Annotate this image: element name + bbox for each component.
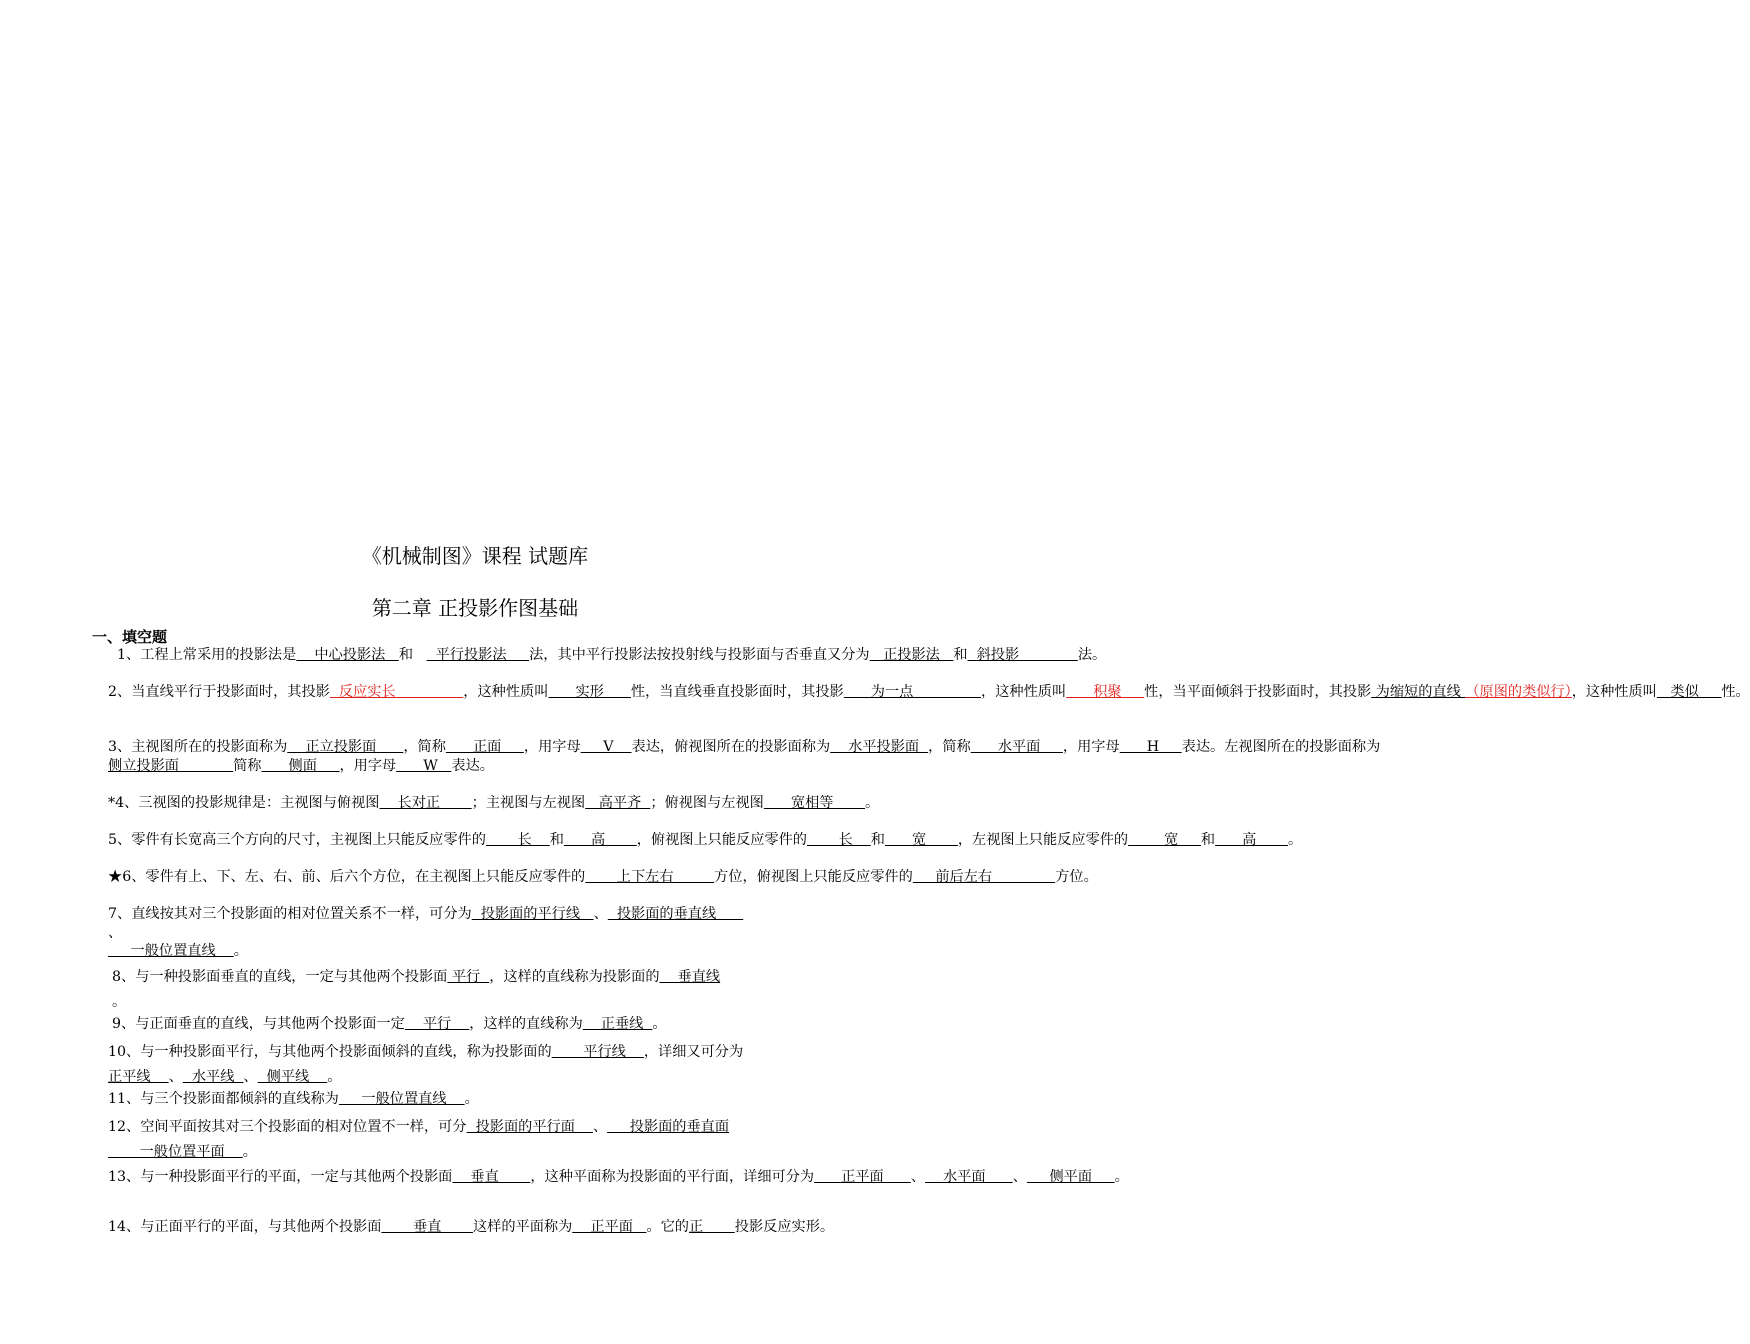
- question-q3: [108, 738, 1381, 775]
- answer-blank: 正垂线: [582, 1016, 653, 1032]
- answer-blank: 正投影法: [869, 647, 954, 663]
- question-text: 、: [592, 1119, 608, 1135]
- question-q2: [108, 683, 1750, 702]
- question-text: 。: [652, 1016, 667, 1032]
- question-text: 方位，俯视图上只能反应零件的: [714, 869, 913, 885]
- question-text: 法，其中平行投影法按投射线与投影面与否垂直又分为: [529, 647, 870, 663]
- question-q4: [108, 794, 880, 813]
- answer-blank: 前后左右: [912, 869, 1056, 885]
- answer-blank: 宽: [885, 832, 958, 848]
- question-text: 和: [953, 647, 968, 663]
- question-q12: [108, 1115, 843, 1165]
- answer-blank: 正: [689, 1219, 735, 1235]
- question-text: 性，当平面倾斜于投影面时，其投影: [1144, 684, 1372, 700]
- question-text: ，用字母: [339, 757, 397, 774]
- question-text: ，俯视图上只能反应零件的: [636, 832, 807, 848]
- chapter-title: 第二章 正投影作图基础: [371, 596, 579, 620]
- question-text: 表达。左视图所在的投影面称为: [1181, 739, 1381, 755]
- question-text: 、: [593, 906, 608, 922]
- answer-blank: 平行投影法: [426, 647, 530, 663]
- answer-blank: 垂直: [452, 1169, 531, 1185]
- answer-blank: 一般位置直线: [108, 943, 234, 960]
- question-text: ★6、零件有上、下、左、右、前、后六个方位，在主视图上只能反应零件的: [108, 869, 586, 885]
- answer-blank: 长对正: [379, 795, 472, 811]
- question-text: 。它的: [646, 1219, 689, 1235]
- question-text: ，详细又可分为: [643, 1044, 744, 1060]
- answer-blank: 为一点: [843, 684, 982, 700]
- answer-blank: 平行: [447, 969, 490, 985]
- answer-blank: 实形: [548, 684, 631, 700]
- answer-blank: 投影面的平行线: [471, 906, 594, 922]
- answer-blank: 积聚: [1066, 684, 1145, 700]
- question-text: 、: [243, 1069, 258, 1085]
- question-text: ，简称: [403, 739, 446, 755]
- answer-blank: H: [1119, 739, 1182, 755]
- question-text: 简称: [233, 757, 262, 774]
- answer-blank: 正平面: [814, 1169, 911, 1185]
- question-text: 7、直线按其对三个投影面的相对位置关系不一样，可分为: [108, 906, 472, 922]
- answer-blank: W: [396, 757, 452, 774]
- question-text: ，这种性质叫: [1571, 684, 1657, 700]
- question-text: 、: [1012, 1169, 1027, 1185]
- question-q8: [108, 965, 847, 1015]
- answer-blank: （原图的类似行）: [1465, 684, 1572, 700]
- question-text: 投影反应实形。: [734, 1219, 835, 1235]
- question-text: 和: [549, 832, 564, 848]
- question-text: 。: [1287, 832, 1303, 848]
- question-text: 表达，俯视图所在的投影面称为: [631, 739, 831, 755]
- question-text: ；主视图与左视图: [471, 795, 586, 811]
- section-heading: 一、填空题: [92, 628, 168, 646]
- question-text: 。: [242, 1144, 257, 1160]
- answer-blank: 长: [807, 832, 871, 848]
- answer-blank: 高: [1215, 832, 1288, 848]
- question-q6: [108, 868, 1098, 887]
- answer-blank: 中心投影法: [296, 647, 399, 663]
- question-text: 。: [1114, 1169, 1129, 1185]
- answer-blank: 宽: [1128, 832, 1201, 848]
- question-text: 、: [168, 1069, 183, 1085]
- answer-blank: 水平线: [182, 1069, 244, 1085]
- question-text: 方位。: [1055, 869, 1098, 885]
- question-text: 和: [1200, 832, 1216, 848]
- answer-blank: 一般位置平面: [108, 1144, 243, 1160]
- question-text: 。: [233, 943, 248, 960]
- question-text: 、: [910, 1169, 926, 1185]
- question-text: ；俯视图与左视图: [650, 795, 764, 811]
- answer-blank: 平行线: [551, 1044, 644, 1060]
- question-text: ，这种平面称为投影面的平行面，详细可分为: [530, 1169, 815, 1185]
- answer-blank: 反应实长: [329, 684, 464, 700]
- question-text: 10、与一种投影面平行，与其他两个投影面倾斜的直线，称为投影面的: [108, 1044, 552, 1060]
- question-q7: [108, 905, 843, 961]
- question-text: 。: [112, 994, 127, 1010]
- question-text: ，这种性质叫: [463, 684, 549, 700]
- question-q9: [108, 1015, 847, 1034]
- question-text: 13、与一种投影面平行的平面，一定与其他两个投影面: [108, 1169, 453, 1185]
- answer-blank: 投影面的平行面: [466, 1119, 593, 1135]
- answer-blank: 侧立投影面: [108, 757, 234, 774]
- answer-blank: 水平投影面: [830, 739, 929, 755]
- answer-blank: 正平面: [572, 1219, 647, 1235]
- question-q10: [108, 1040, 843, 1090]
- question-text: 11、与三个投影面都倾斜的直线称为: [108, 1091, 339, 1107]
- answer-blank: 垂直: [381, 1219, 473, 1235]
- answer-blank: 正平线: [108, 1069, 169, 1085]
- question-text: 性，当直线垂直投影面时，其投影: [630, 684, 844, 700]
- answer-blank: 垂直线: [659, 969, 721, 985]
- answer-blank: 类似: [1656, 684, 1722, 700]
- question-text: 这样的平面称为: [472, 1219, 573, 1235]
- answer-blank: 投影面的垂直面: [607, 1119, 730, 1135]
- answer-blank: 长: [485, 832, 550, 848]
- answer-blank: 高: [563, 832, 637, 848]
- answer-blank: 斜投影: [967, 647, 1078, 663]
- question-text: 3、主视图所在的投影面称为: [108, 739, 288, 755]
- question-text: 。: [865, 795, 880, 811]
- question-text: ，简称: [928, 739, 971, 755]
- question-q5: [108, 831, 1303, 850]
- question-text: ，这样的直线称为: [469, 1016, 583, 1032]
- question-q14: [108, 1215, 843, 1240]
- question-text: ，用字母: [523, 739, 581, 755]
- question-text: 12、空间平面按其对三个投影面的相对位置不一样，可分: [108, 1119, 467, 1135]
- answer-blank: 为缩短的直线: [1371, 684, 1466, 700]
- question-text: ，这种性质叫: [981, 684, 1067, 700]
- question-text: ，左视图上只能反应零件的: [957, 832, 1129, 848]
- question-text: 。: [327, 1069, 342, 1085]
- question-text: 性。: [1721, 684, 1750, 700]
- answer-blank: 投影面的垂直线: [607, 906, 744, 922]
- question-text: 和: [398, 647, 427, 663]
- question-text: 法。: [1077, 647, 1107, 663]
- question-q1: [108, 646, 1107, 665]
- answer-blank: 上下左右: [585, 869, 715, 885]
- answer-blank: 正面: [445, 739, 524, 755]
- document-title: 《机械制图》课程 试题库: [361, 544, 589, 568]
- answer-blank: 侧平线: [257, 1069, 328, 1085]
- answer-blank: V: [580, 739, 632, 755]
- question-text: 和: [870, 832, 885, 848]
- answer-blank: 一般位置直线: [338, 1091, 465, 1107]
- question-q11: [108, 1090, 843, 1109]
- answer-blank: 水平面: [970, 739, 1063, 755]
- question-text: ，用字母: [1062, 739, 1120, 755]
- answer-blank: 宽相等: [763, 795, 866, 811]
- question-text: ，这样的直线称为投影面的: [489, 969, 660, 985]
- answer-blank: 侧平面: [1026, 1169, 1115, 1185]
- question-text: 8、与一种投影面垂直的直线，一定与其他两个投影面: [112, 969, 448, 985]
- question-text: 5、零件有长宽高三个方向的尺寸，主视图上只能反应零件的: [108, 832, 486, 848]
- question-q13: [108, 1165, 1129, 1190]
- question-text: 14、与正面平行的平面，与其他两个投影面: [108, 1219, 382, 1235]
- question-text: 9、与正面垂直的直线，与其他两个投影面一定: [112, 1016, 405, 1032]
- answer-blank: 正立投影面: [287, 739, 404, 755]
- question-text: 表达。: [451, 757, 494, 774]
- answer-blank: 侧面: [261, 757, 340, 774]
- question-text: 1、工程上常采用的投影法是: [108, 647, 297, 663]
- question-text: 、: [108, 924, 123, 941]
- answer-blank: 水平面: [925, 1169, 1013, 1185]
- question-text: 2、当直线平行于投影面时，其投影: [108, 684, 330, 700]
- question-text: *4、三视图的投影规律是：主视图与俯视图: [108, 795, 380, 811]
- question-text: 。: [464, 1091, 479, 1107]
- answer-blank: 平行: [404, 1016, 470, 1032]
- answer-blank: 高平齐: [585, 795, 651, 811]
